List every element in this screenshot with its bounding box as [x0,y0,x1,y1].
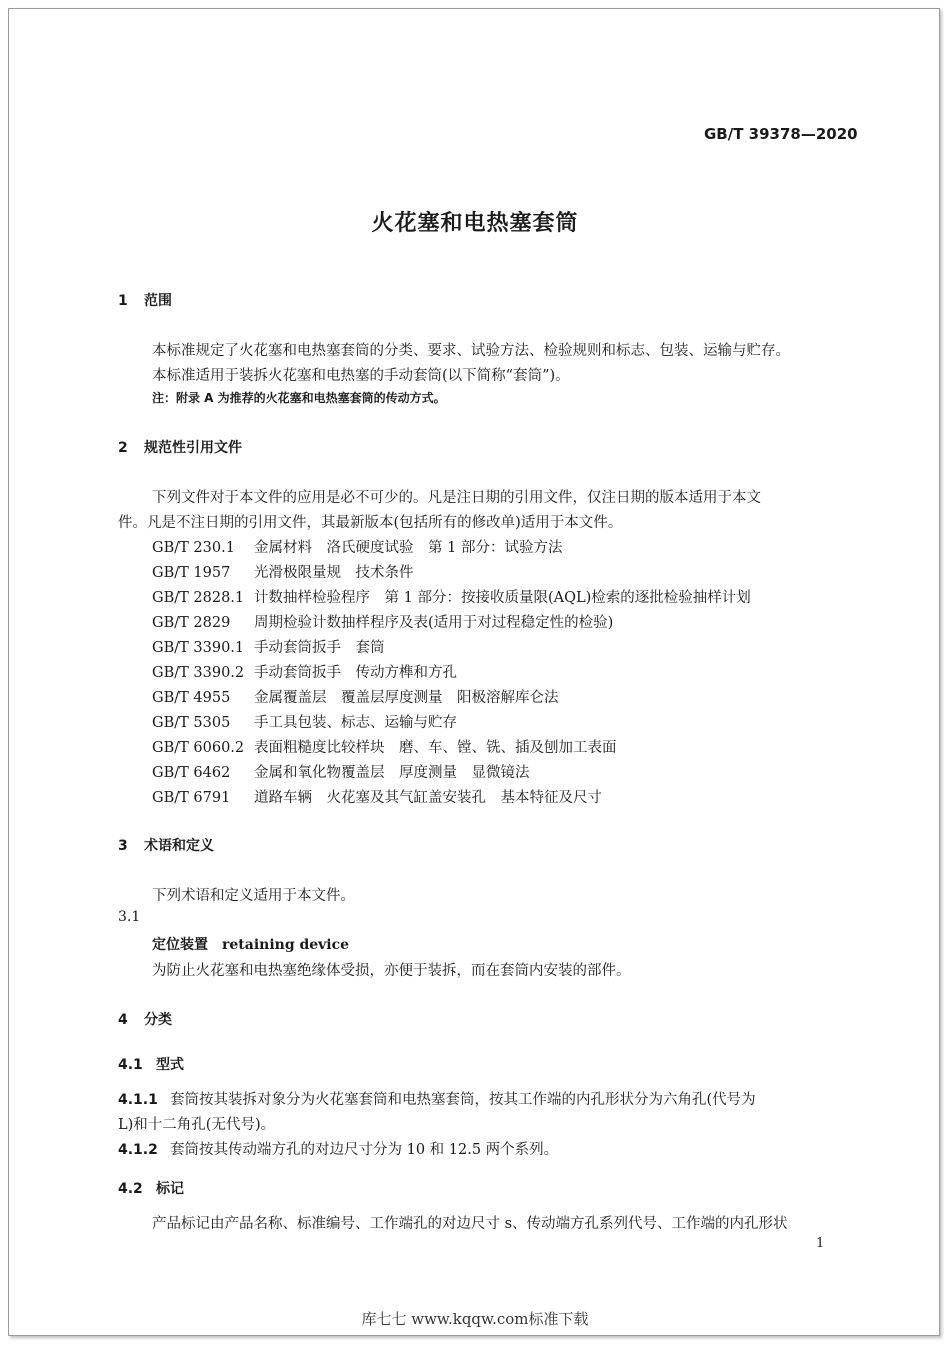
section-title: 分类 [144,1012,172,1028]
document-title: 火花塞和电热塞套筒 [371,211,579,236]
subsection-4-1-heading [118,1054,184,1074]
section-4-heading [118,1009,172,1029]
section-2-heading [118,437,242,457]
paragraph: 下列文件对于本文件的应用是必不可少的。凡是注日期的引用文件，仅注日期的版本适用于本文 [152,490,761,506]
note: 注：附录 A 为推荐的火花塞和电热塞套筒的传动方式。 [152,391,446,405]
section-number: 3 [118,838,128,854]
reference-code: GB/T 5305 [152,715,231,731]
reference-item [152,561,414,582]
reference-title: 计数抽样检验程序 第 1 部分：按接收质量限(AQL)检索的逐批检验抽样计划 [254,590,751,606]
reference-title: 金属覆盖层 覆盖层厚度测量 阳极溶解库仑法 [254,690,559,706]
reference-code: GB/T 3390.2 [152,665,245,681]
section-title: 术语和定义 [144,838,214,854]
reference-code: GB/T 2828.1 [152,590,245,606]
term-definition: 为防止火花塞和电热塞绝缘体受损，亦便于装拆，而在套筒内安装的部件。 [152,963,631,979]
footer-watermark: 库七七 www.kqqw.com标准下载 [361,1310,589,1328]
paragraph: 件。凡是不注日期的引用文件，其最新版本(包括所有的修改单)适用于本文件。 [118,515,623,531]
section-number: 2 [118,440,128,456]
reference-code: GB/T 6060.2 [152,740,245,756]
section-3-heading [118,835,214,855]
section-number: 4 [118,1012,128,1028]
reference-title: 手动套筒扳手 套筒 [254,640,385,656]
clause-4-1-1 [118,1088,756,1109]
subsection-title: 标记 [156,1181,184,1197]
reference-code: GB/T 4955 [152,690,231,706]
clause-text: 套筒按其装拆对象分为火花塞套筒和电热塞套筒，按其工作端的内孔形状分为六角孔(代号为 [170,1092,756,1108]
reference-item [152,586,751,607]
reference-item [152,736,617,757]
paragraph: 本标准规定了火花塞和电热塞套筒的分类、要求、试验方法、检验规则和标志、包装、运输与贮存。 [152,343,790,359]
paragraph: L)和十二角孔(无代号)。 [118,1117,276,1133]
reference-title: 道路车辆 火花塞及其气缸盖安装孔 基本特征及尺寸 [254,790,602,806]
clause-text: 套筒按其传动端方孔的对边尺寸分为 10 和 12.5 两个系列。 [170,1142,559,1158]
subsection-title: 型式 [156,1057,184,1073]
clause-number: 4.1.1 [118,1092,158,1108]
section-1-heading [118,290,172,310]
reference-code: GB/T 2829 [152,615,231,631]
reference-item [152,711,457,732]
reference-title: 周期检验计数抽样程序及表(适用于对过程稳定性的检验) [254,615,614,631]
reference-code: GB/T 6791 [152,790,231,806]
clause-4-1-2 [118,1138,558,1159]
subsection-number: 4.1 [118,1057,143,1073]
reference-code: GB/T 1957 [152,565,231,581]
paragraph: 本标准适用于装拆火花塞和电热塞的手动套筒(以下简称“套筒”)。 [152,368,570,384]
reference-item [152,611,613,632]
subsection-number: 4.2 [118,1181,143,1197]
reference-code: GB/T 230.1 [152,540,235,556]
reference-item [152,536,562,557]
term-name: 定位装置 retaining device [152,937,350,953]
term-number: 3.1 [118,909,141,925]
reference-item [152,786,602,807]
reference-title: 金属和氧化物覆盖层 厚度测量 显微镜法 [254,765,530,781]
reference-code: GB/T 6462 [152,765,231,781]
reference-item [152,661,457,682]
section-title: 规范性引用文件 [144,440,242,456]
paragraph: 产品标记由产品名称、标准编号、工作端孔的对边尺寸 s、传动端方孔系列代号、工作端的内孔形状 [152,1216,788,1232]
paragraph: 下列术语和定义适用于本文件。 [152,888,355,904]
reference-title: 表面粗糙度比较样块 磨、车、镗、铣、插及刨加工表面 [254,740,617,756]
reference-title: 金属材料 洛氏硬度试验 第 1 部分：试验方法 [254,540,563,556]
reference-title: 光滑极限量规 技术条件 [254,565,414,581]
reference-item [152,761,530,782]
reference-title: 手工具包装、标志、运输与贮存 [254,715,457,731]
reference-title: 手动套筒扳手 传动方榫和方孔 [254,665,457,681]
page-number: 1 [816,1236,825,1251]
reference-item [152,686,559,707]
reference-code: GB/T 3390.1 [152,640,245,656]
reference-item [152,636,385,657]
section-title: 范围 [144,293,172,309]
subsection-4-2-heading [118,1178,184,1198]
clause-number: 4.1.2 [118,1142,158,1158]
section-number: 1 [118,293,128,309]
standard-number: GB/T 39378—2020 [704,125,858,143]
